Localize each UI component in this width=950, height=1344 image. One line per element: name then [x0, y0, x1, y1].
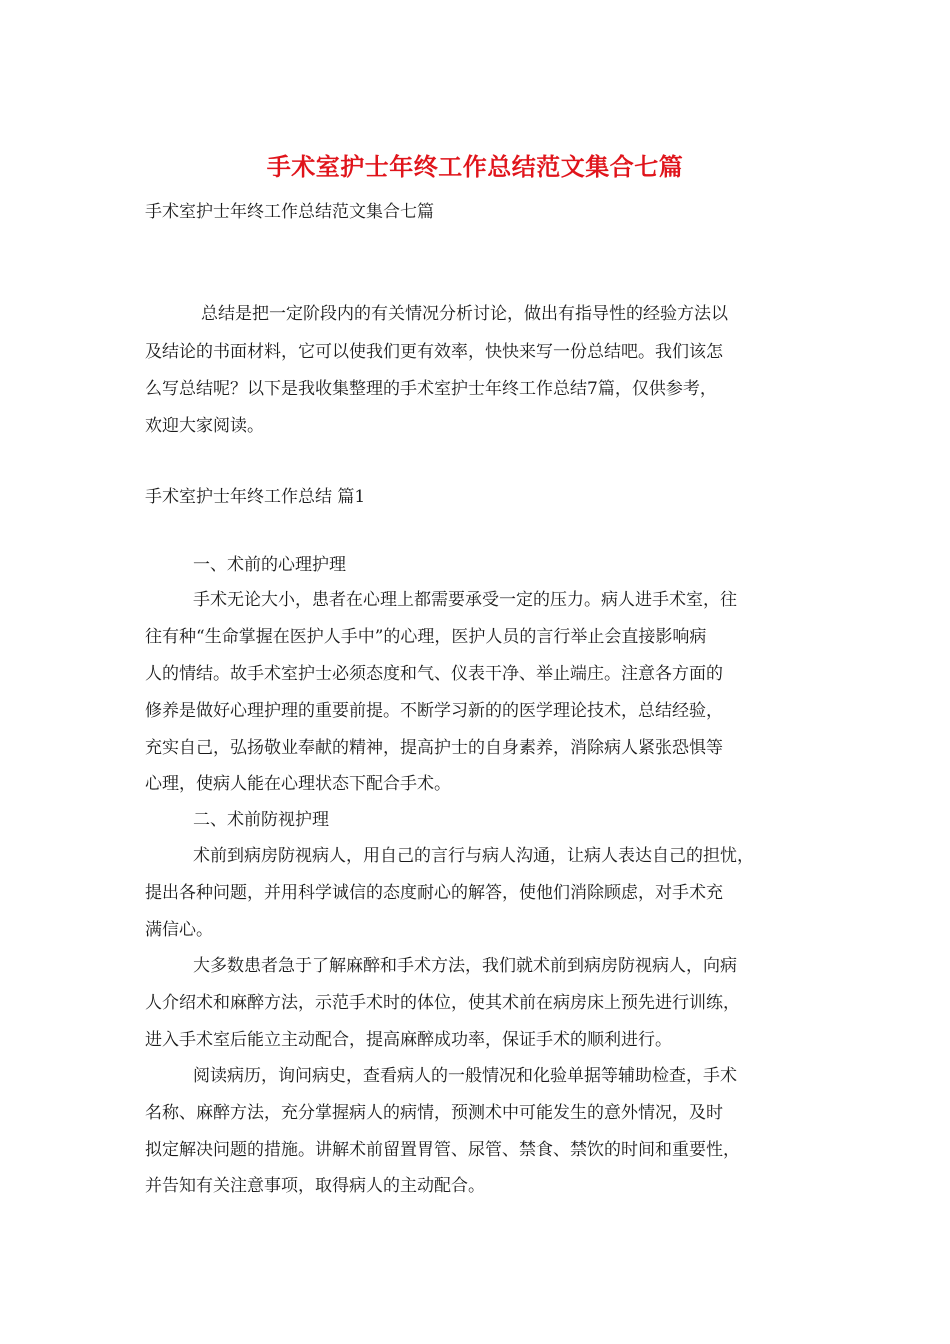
- paragraph-line: 修养是做好心理护理的重要前提。不断学习新的的医学理论技术，总结经验，: [145, 701, 723, 721]
- paragraph-line: 拟定解决问题的措施。讲解术前留置胃管、尿管、禁食、禁饮的时间和重要性，: [145, 1140, 740, 1160]
- intro-line: 及结论的书面材料，它可以使我们更有效率，快快来写一份总结吧。我们该怎: [145, 342, 723, 362]
- paragraph-line: 提出各种问题，并用科学诚信的态度耐心的解答，使他们消除顾虑，对手术充: [145, 883, 723, 903]
- paragraph-line: 心理，使病人能在心理状态下配合手术。: [145, 774, 451, 794]
- paragraph-line: 并告知有关注意事项，取得病人的主动配合。: [145, 1176, 485, 1196]
- subheading: 一、术前的心理护理: [193, 555, 346, 575]
- page-title: 手术室护士年终工作总结范文集合七篇: [266, 152, 684, 181]
- section-heading: 手术室护士年终工作总结 篇1: [145, 487, 366, 507]
- paragraph-line: 大多数患者急于了解麻醉和手术方法，我们就术前到病房防视病人，向病: [193, 956, 737, 976]
- paragraph-line: 术前到病房防视病人，用自己的言行与病人沟通，让病人表达自己的担忧，: [193, 846, 754, 866]
- paragraph-line: 人的情结。故手术室护士必须态度和气、仪表干净、举止端庄。注意各方面的: [145, 664, 723, 684]
- paragraph-line: 手术无论大小，患者在心理上都需要承受一定的压力。病人进手术室，往: [193, 590, 737, 610]
- paragraph-line: 往有种“生命掌握在医护人手中”的心理，医护人员的言行举止会直接影响病: [145, 627, 707, 647]
- intro-line: 欢迎大家阅读。: [145, 416, 264, 436]
- intro-line: 么写总结呢？以下是我收集整理的手术室护士年终工作总结7篇，仅供参考，: [145, 379, 717, 399]
- paragraph-line: 阅读病历，询问病史，查看病人的一般情况和化验单据等辅助检查，手术: [193, 1066, 737, 1086]
- intro-line: 总结是把一定阶段内的有关情况分析讨论，做出有指导性的经验方法以: [201, 304, 728, 324]
- paragraph-line: 进入手术室后能立主动配合，提高麻醉成功率，保证手术的顺利进行。: [145, 1030, 672, 1050]
- subheading: 二、术前防视护理: [193, 810, 329, 830]
- paragraph-line: 满信心。: [145, 920, 213, 940]
- paragraph-line: 充实自己，弘扬敬业奉献的精神，提高护士的自身素养，消除病人紧张恐惧等: [145, 738, 723, 758]
- paragraph-line: 名称、麻醉方法，充分掌握病人的病情，预测术中可能发生的意外情况，及时: [145, 1103, 723, 1123]
- paragraph-line: 人介绍术和麻醉方法，示范手术时的体位，使其术前在病房床上预先进行训练，: [145, 993, 740, 1013]
- document-subtitle: 手术室护士年终工作总结范文集合七篇: [145, 202, 434, 222]
